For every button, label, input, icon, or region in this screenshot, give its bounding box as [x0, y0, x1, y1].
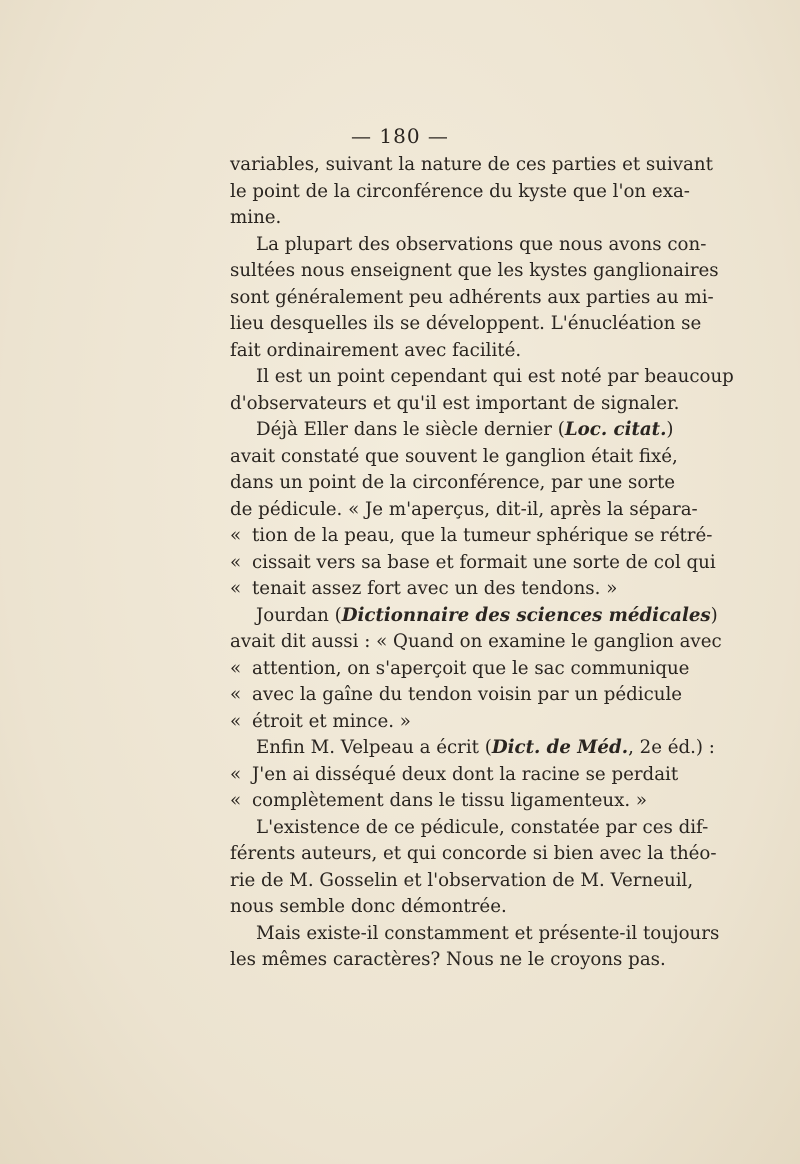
- text-line: sont généralement peu adhérents aux parties au mi-: [230, 286, 714, 308]
- text-line: férents auteurs, et qui concorde si bien avec la théo-: [230, 843, 717, 864]
- text-segment: avec la gaîne du tendon voisin par un pédicule: [252, 684, 683, 705]
- text-line: avait constaté que souvent le ganglion était fixé,: [230, 445, 678, 467]
- quote-mark: «: [230, 684, 242, 705]
- text-line: [230, 550, 716, 577]
- citation: Loc. citat.: [564, 419, 667, 440]
- text-line: sultées nous enseignent que les kystes ganglionaires: [230, 260, 719, 281]
- text-line: [230, 603, 718, 630]
- text-line: [230, 417, 674, 444]
- text-segment: Déjà Eller dans le siècle dernier (: [256, 419, 565, 440]
- text-line: Il est un point cependant qui est noté par beaucoup: [256, 366, 734, 387]
- text-segment: , 2e éd.) :: [628, 737, 715, 758]
- text-line: variables, suivant la nature de ces parties et suivant: [230, 154, 713, 175]
- text-segment: Enfin M. Velpeau a écrit (: [256, 737, 492, 758]
- quote-mark: «: [230, 790, 242, 811]
- quote-mark: «: [230, 657, 242, 679]
- text-segment: ): [666, 419, 674, 440]
- text-segment: J'en ai disséqué deux dont la racine se perdait: [252, 763, 679, 785]
- text-line: Mais existe-il constamment et présente-il toujours: [256, 922, 720, 944]
- text-line: fait ordinairement avec facilité.: [230, 339, 522, 361]
- text-line: La plupart des observations que nous avons con-: [256, 233, 707, 255]
- text-segment: complètement dans le tissu ligamenteux. »: [252, 790, 648, 811]
- text-line: [230, 523, 713, 550]
- quote-mark: «: [230, 525, 242, 546]
- text-line: avait dit aussi : « Quand on examine le ganglion avec: [230, 631, 722, 652]
- text-line: mine.: [230, 207, 282, 228]
- quote-mark: «: [230, 763, 242, 785]
- citation: Dictionnaire des sciences médicales: [341, 604, 711, 626]
- text-segment: étroit et mince. »: [252, 710, 411, 732]
- page-number: — 180 —: [351, 124, 449, 148]
- text-segment: attention, on s'aperçoit que le sac communique: [252, 657, 690, 679]
- text-line: [230, 656, 690, 683]
- text-line: [230, 682, 683, 709]
- text-line: [230, 576, 668, 603]
- citation: Dict. de Méd.: [491, 737, 629, 758]
- text-line: les mêmes caractères? Nous ne le croyons pas.: [230, 949, 666, 970]
- text-line: dans un point de la circonférence, par une sorte: [230, 472, 676, 493]
- text-line: nous semble donc démontrée.: [230, 896, 507, 917]
- text-line: d'observateurs et qu'il est important de signaler.: [230, 392, 680, 414]
- text-segment: tion de la peau, que la tumeur sphérique se rétré-: [252, 525, 713, 546]
- quote-mark: «: [230, 710, 242, 732]
- text-line: lieu desquelles ils se développent. L'énucléation se: [230, 313, 702, 334]
- text-line: L'existence de ce pédicule, constatée par ces dif-: [256, 816, 709, 838]
- text-segment: Jourdan (: [256, 604, 342, 626]
- text-segment: tenait assez fort avec un des tendons. »: [252, 578, 618, 599]
- quote-mark: «: [230, 551, 242, 573]
- text-line: le point de la circonférence du kyste que l'on exa-: [230, 180, 690, 202]
- text-line: rie de M. Gosselin et l'observation de M. Verneuil,: [230, 869, 694, 891]
- text-line: [230, 735, 715, 762]
- text-line: [230, 788, 668, 815]
- text-segment: cissait vers sa base et formait une sorte de col qui: [252, 551, 716, 573]
- quote-mark: «: [230, 578, 242, 599]
- body-text: [230, 152, 734, 974]
- text-segment: ): [710, 604, 718, 626]
- text-line: [230, 762, 679, 789]
- text-line: [230, 709, 668, 736]
- text-line: de pédicule. « Je m'aperçus, dit-il, après la sépara-: [230, 498, 698, 520]
